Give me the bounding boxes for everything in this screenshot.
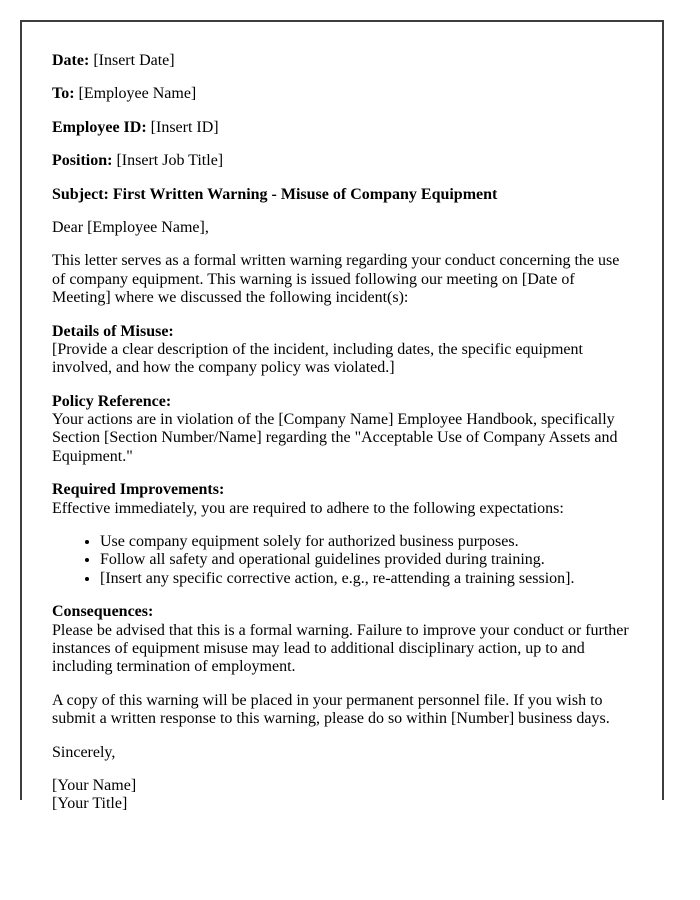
field-employee-id-label: Employee ID: bbox=[52, 118, 147, 136]
section-required-improvements bbox=[52, 481, 632, 518]
field-date-value: [Insert Date] bbox=[89, 52, 175, 69]
subject-line bbox=[52, 186, 632, 204]
signature-block bbox=[52, 777, 632, 814]
field-to-value: [Employee Name] bbox=[74, 85, 197, 103]
section-policy-reference bbox=[52, 393, 632, 467]
section-consequences bbox=[52, 603, 632, 677]
section-improvements-body: Effective immediately, you are required to adhere to the following expectations: bbox=[52, 499, 564, 517]
expectation-item: • Follow all safety and operational guidelines provided during training. bbox=[100, 551, 632, 569]
section-improvements-heading: Required Improvements: bbox=[52, 481, 225, 499]
field-position bbox=[52, 152, 632, 170]
closing: Sincerely, bbox=[52, 743, 116, 761]
section-policy-body: Your actions are in violation of the [Company Name] Employee Handbook, specifically Section [Section Number/Name] regarding the "Acceptable Use of Company Assets and Equipment." bbox=[52, 411, 618, 465]
field-to-label: To: bbox=[52, 85, 75, 103]
field-to bbox=[52, 85, 632, 103]
section-consequences-body: Please be advised that this is a formal warning. Failure to improve your conduct or further instances of equipment misuse may lead to additional disciplinary action, up to and including termination of employment. bbox=[52, 621, 629, 676]
section-details-heading: Details of Misuse: bbox=[52, 322, 174, 340]
file-note-paragraph: A copy of this warning will be placed in your permanent personnel file. If you wish to submit a written response to this warning, please do so within [Number] business days. bbox=[52, 691, 610, 728]
field-position-value: [Insert Job Title] bbox=[112, 152, 224, 170]
field-date-label: Date: bbox=[52, 52, 90, 69]
signature-name: [Your Name] bbox=[52, 776, 137, 794]
intro-paragraph: This letter serves as a formal written warning regarding your conduct concerning the use of company equipment. This warning is issued following our meeting on [Date of Meeting] where we discussed the following incident(s): bbox=[52, 252, 620, 307]
warning-letter-page bbox=[20, 20, 664, 813]
field-date bbox=[52, 52, 632, 70]
expectation-item: • Use company equipment solely for authorized business purposes. bbox=[100, 533, 632, 551]
section-details-of-misuse bbox=[52, 323, 632, 378]
field-employee-id bbox=[52, 119, 632, 137]
section-policy-heading: Policy Reference: bbox=[52, 392, 172, 410]
salutation: Dear [Employee Name], bbox=[52, 218, 209, 236]
expectation-item: • [Insert any specific corrective action, e.g., re-attending a training session]. bbox=[100, 570, 632, 588]
field-position-label: Position: bbox=[52, 152, 113, 170]
section-details-body: [Provide a clear description of the incident, including dates, the specific equipment involved, and how the company policy was violated.] bbox=[52, 340, 583, 377]
field-employee-id-value: [Insert ID] bbox=[146, 118, 219, 136]
signature-title: [Your Title] bbox=[52, 795, 128, 813]
subject-text: Subject: First Written Warning - Misuse of Company Equipment bbox=[52, 185, 498, 203]
expectations-list bbox=[52, 533, 632, 588]
section-consequences-heading: Consequences: bbox=[52, 603, 154, 621]
